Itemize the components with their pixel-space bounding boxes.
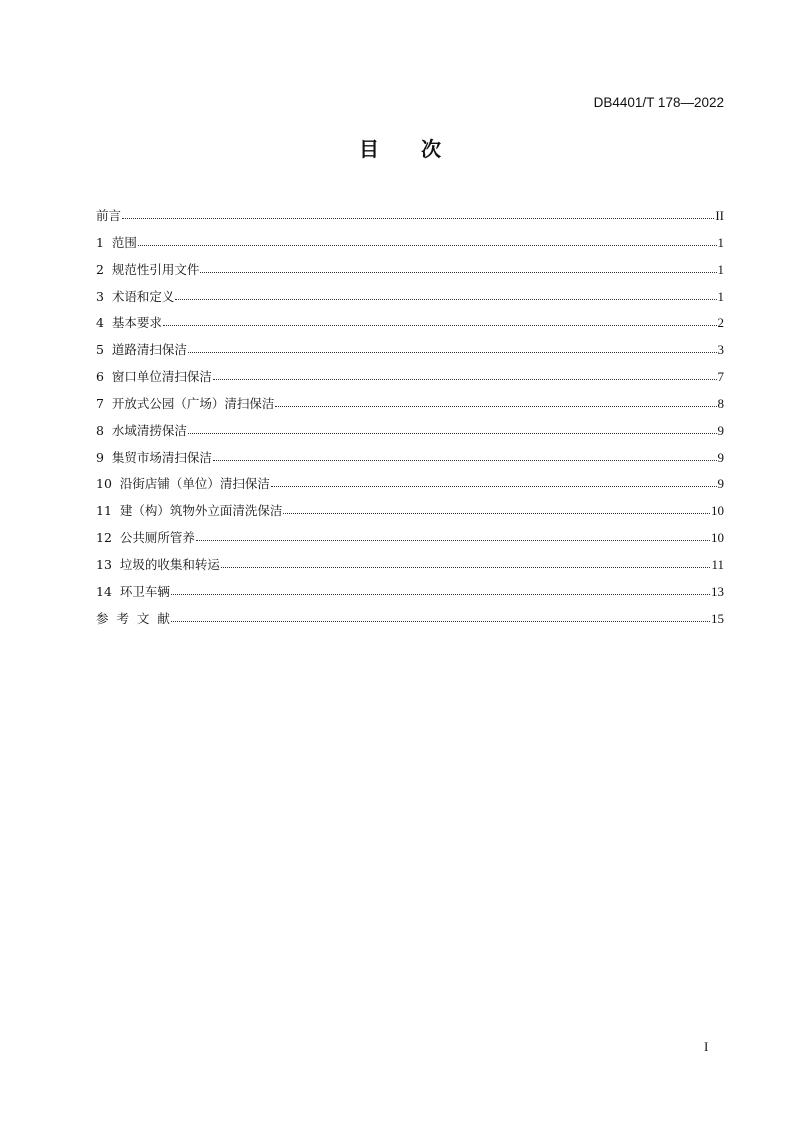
dot-leader <box>163 325 717 326</box>
toc-entry-label: 14 环卫车辆 <box>96 583 170 599</box>
toc-entry-page: 8 <box>717 395 724 411</box>
toc-entry-label: 3 术语和定义 <box>96 288 175 304</box>
toc-entry-label: 1 范围 <box>96 234 137 250</box>
toc-entry-page: 9 <box>717 422 724 438</box>
dot-leader <box>196 540 710 541</box>
toc-entry-page: 1 <box>717 261 724 277</box>
dot-leader <box>213 460 717 461</box>
dot-leader <box>175 299 716 300</box>
toc-entry-label: 参 考 文 献 <box>96 610 170 626</box>
title-char-2: 次 <box>421 137 441 161</box>
toc-entry-page: 1 <box>717 234 724 250</box>
dot-leader <box>221 567 711 568</box>
toc-entry-page: 2 <box>717 315 724 331</box>
toc-entry-label: 12 公共厕所管养 <box>96 530 195 546</box>
toc-entry-label: 11 建（构）筑物外立面清洗保洁 <box>96 503 283 519</box>
toc-entry-11[interactable] <box>96 501 724 528</box>
toc-entry-page: 3 <box>717 342 724 358</box>
toc-entry-foreword[interactable] <box>96 206 724 233</box>
toc-entry-page: 1 <box>717 288 724 304</box>
toc-entry-page: 15 <box>711 610 724 626</box>
toc-entry-2[interactable] <box>96 260 724 287</box>
toc-entry-8[interactable] <box>96 421 724 448</box>
dot-leader <box>283 513 710 514</box>
toc-entry-5[interactable] <box>96 340 724 367</box>
toc-entry-page: 10 <box>711 530 724 546</box>
toc-entry-6[interactable] <box>96 367 724 394</box>
dot-leader <box>188 352 717 353</box>
dot-leader <box>200 272 716 273</box>
toc-entry-references[interactable] <box>96 609 724 636</box>
title-char-1: 目 <box>359 137 379 161</box>
toc-entry-label: 4 基本要求 <box>96 315 162 331</box>
toc-entry-label: 9 集贸市场清扫保洁 <box>96 449 212 465</box>
toc-entry-label: 7 开放式公园（广场）清扫保洁 <box>96 395 275 411</box>
toc-entry-12[interactable] <box>96 528 724 555</box>
toc-entry-3[interactable] <box>96 287 724 314</box>
dot-leader <box>122 218 714 219</box>
toc-entry-label: 5 道路清扫保洁 <box>96 342 187 358</box>
toc-entry-page: 7 <box>717 369 724 385</box>
dot-leader <box>171 621 710 622</box>
toc-entry-7[interactable] <box>96 394 724 421</box>
toc-entry-page: II <box>715 208 724 223</box>
toc-entry-label: 10 沿街店铺（单位）清扫保洁 <box>96 476 270 492</box>
toc-entry-label: 8 水域清捞保洁 <box>96 422 187 438</box>
page-title <box>0 133 800 162</box>
toc-entry-10[interactable] <box>96 474 724 501</box>
dot-leader <box>171 594 710 595</box>
page-number: I <box>704 1039 709 1054</box>
dot-leader <box>188 433 717 434</box>
toc-entry-13[interactable] <box>96 555 724 582</box>
toc-entry-page: 10 <box>711 503 724 519</box>
dot-leader <box>271 486 717 487</box>
toc-entry-label: 6 窗口单位清扫保洁 <box>96 369 212 385</box>
toc-entry-page: 9 <box>717 449 724 465</box>
toc-entry-4[interactable] <box>96 313 724 340</box>
toc-entry-label: 前言 <box>96 208 122 223</box>
dot-leader <box>138 245 717 246</box>
toc-entry-page: 11 <box>711 556 724 572</box>
toc-entry-label: 13 垃圾的收集和转运 <box>96 556 220 572</box>
toc-entry-page: 9 <box>717 476 724 492</box>
table-of-contents <box>96 206 724 636</box>
standard-code: DB4401/T 178—2022 <box>593 95 724 110</box>
toc-entry-1[interactable] <box>96 233 724 260</box>
toc-entry-9[interactable] <box>96 448 724 475</box>
toc-entry-page: 13 <box>711 583 724 599</box>
toc-entry-14[interactable] <box>96 582 724 609</box>
dot-leader <box>275 406 716 407</box>
toc-entry-label: 2 规范性引用文件 <box>96 261 200 277</box>
dot-leader <box>213 379 717 380</box>
